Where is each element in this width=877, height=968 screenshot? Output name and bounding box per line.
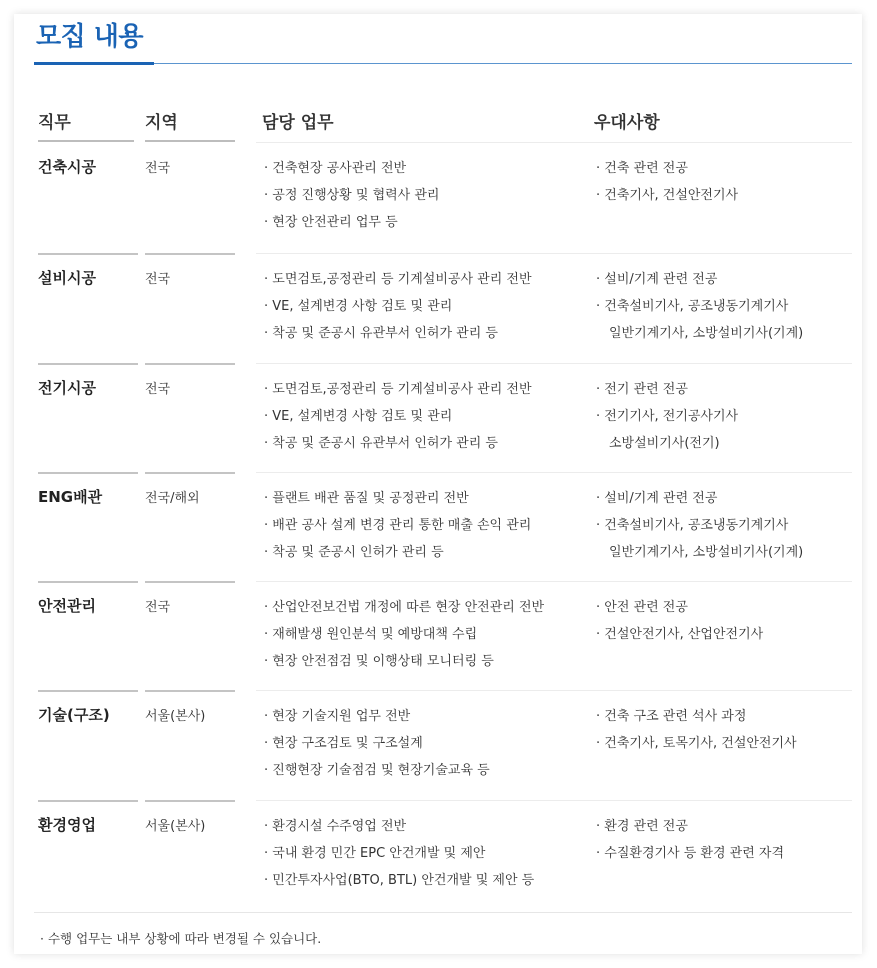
duty-item: · 착공 및 준공시 유관부서 인허가 관리 등	[264, 326, 498, 341]
row-separator	[145, 581, 235, 583]
row-separator	[145, 800, 235, 802]
preference-item: · 건축 관련 전공	[596, 161, 688, 176]
section-title: 모집 내용	[36, 22, 144, 52]
role-name: 전기시공	[38, 379, 96, 397]
title-underline-accent	[34, 62, 154, 65]
preference-item: · 수질환경기사 등 환경 관련 자격	[596, 846, 785, 861]
duty-item: · 현장 안전관리 업무 등	[264, 215, 398, 230]
region: 서울(본사)	[145, 709, 206, 724]
duty-item: · 현장 안전점검 및 이행상태 모니터링 등	[264, 654, 494, 669]
table-row	[0, 142, 877, 252]
preference-item: · 환경 관련 전공	[596, 819, 688, 834]
duty-item: · 산업안전보건법 개정에 따른 현장 안전관리 전반	[264, 600, 545, 615]
preference-item: · 건축설비기사, 공조냉동기계기사	[596, 299, 789, 314]
row-separator	[38, 472, 138, 474]
duty-item: · 현장 기술지원 업무 전반	[264, 709, 411, 724]
preference-item: · 건축기사, 토목기사, 건설안전기사	[596, 736, 797, 751]
preferences-list	[596, 813, 784, 867]
row-divider	[256, 253, 852, 254]
duties-list	[264, 376, 532, 457]
duties-list	[264, 485, 531, 566]
preference-item: 일반기계기사, 소방설비기사(기계)	[609, 326, 804, 341]
table-row	[0, 581, 877, 691]
duty-item: · VE, 설계변경 사항 검토 및 관리	[264, 299, 453, 314]
preference-item: · 설비/기계 관련 전공	[596, 491, 718, 506]
duties-list	[264, 155, 440, 236]
footer-divider	[34, 912, 852, 913]
preferences-list	[596, 703, 797, 757]
duties-list	[264, 594, 544, 675]
row-separator	[145, 253, 235, 255]
table-row	[0, 800, 877, 910]
row-divider	[256, 363, 852, 364]
duties-list	[264, 266, 532, 347]
preferences-list	[596, 376, 738, 457]
title-underline	[34, 63, 852, 64]
row-divider	[256, 472, 852, 473]
preferences-list	[596, 594, 763, 648]
row-separator	[38, 690, 138, 692]
row-divider	[256, 690, 852, 691]
preference-item: · 전기 관련 전공	[596, 382, 688, 397]
duty-item: · 도면검토,공정관리 등 기계설비공사 관리 전반	[264, 382, 532, 397]
duty-item: · 환경시설 수주영업 전반	[264, 819, 407, 834]
row-divider	[256, 800, 852, 801]
duty-item: · 공정 진행상황 및 협력사 관리	[264, 188, 440, 203]
preference-item: · 안전 관련 전공	[596, 600, 688, 615]
preference-item: 소방설비기사(전기)	[609, 436, 720, 451]
duties-list	[264, 813, 534, 894]
header-role: 직무	[38, 113, 71, 133]
row-separator	[38, 581, 138, 583]
table-row	[0, 363, 877, 473]
preference-item: · 건설안전기사, 산업안전기사	[596, 627, 764, 642]
region: 전국	[145, 382, 171, 397]
row-separator	[145, 690, 235, 692]
duty-item: · 국내 환경 민간 EPC 안건개발 및 제안	[264, 846, 486, 861]
header-region: 지역	[145, 113, 178, 133]
preference-item: · 설비/기계 관련 전공	[596, 272, 718, 287]
duty-item: · 재해발생 원인분석 및 예방대책 수립	[264, 627, 478, 642]
row-separator	[38, 363, 138, 365]
role-name: 안전관리	[38, 597, 96, 615]
region: 전국	[145, 600, 171, 615]
duty-item: · 배관 공사 설계 변경 관리 통한 매출 손익 관리	[264, 518, 532, 533]
preferences-list	[596, 155, 738, 209]
footnote: · 수행 업무는 내부 상황에 따라 변경될 수 있습니다.	[40, 931, 322, 946]
preference-item: · 전기기사, 전기공사기사	[596, 409, 739, 424]
table-row	[0, 472, 877, 582]
role-name: 건축시공	[38, 158, 96, 176]
preference-item: · 건축 구조 관련 석사 과정	[596, 709, 747, 724]
region: 서울(본사)	[145, 819, 206, 834]
row-separator	[145, 363, 235, 365]
preferences-list	[596, 485, 803, 566]
row-separator	[38, 253, 138, 255]
header-duties: 담당 업무	[262, 113, 334, 133]
preference-item: · 건축설비기사, 공조냉동기계기사	[596, 518, 789, 533]
duty-item: · 착공 및 준공시 인허가 관리 등	[264, 545, 444, 560]
duty-item: · 도면검토,공정관리 등 기계설비공사 관리 전반	[264, 272, 532, 287]
preference-item: 일반기계기사, 소방설비기사(기계)	[609, 545, 804, 560]
row-divider	[256, 142, 852, 143]
duty-item: · 현장 구조검토 및 구조설계	[264, 736, 423, 751]
duty-item: · 건축현장 공사관리 전반	[264, 161, 407, 176]
row-divider	[256, 581, 852, 582]
row-separator	[145, 472, 235, 474]
region: 전국	[145, 272, 171, 287]
duty-item: · 착공 및 준공시 유관부서 인허가 관리 등	[264, 436, 498, 451]
preferences-list	[596, 266, 803, 347]
duty-item: · 플랜트 배관 품질 및 공정관리 전반	[264, 491, 469, 506]
row-separator	[38, 800, 138, 802]
role-name: 기술(구조)	[38, 706, 110, 724]
preference-item: · 건축기사, 건설안전기사	[596, 188, 739, 203]
table-row	[0, 690, 877, 800]
role-name: 환경영업	[38, 816, 96, 834]
duties-list	[264, 703, 490, 784]
role-name: 설비시공	[38, 269, 96, 287]
table-row	[0, 253, 877, 363]
header-preferences: 우대사항	[594, 113, 660, 133]
duty-item: · 민간투자사업(BTO, BTL) 안건개발 및 제안 등	[264, 873, 535, 888]
duty-item: · 진행현장 기술점검 및 현장기술교육 등	[264, 763, 490, 778]
duty-item: · VE, 설계변경 사항 검토 및 관리	[264, 409, 453, 424]
region: 전국	[145, 161, 171, 176]
region: 전국/해외	[145, 491, 200, 506]
role-name: ENG배관	[38, 488, 103, 506]
